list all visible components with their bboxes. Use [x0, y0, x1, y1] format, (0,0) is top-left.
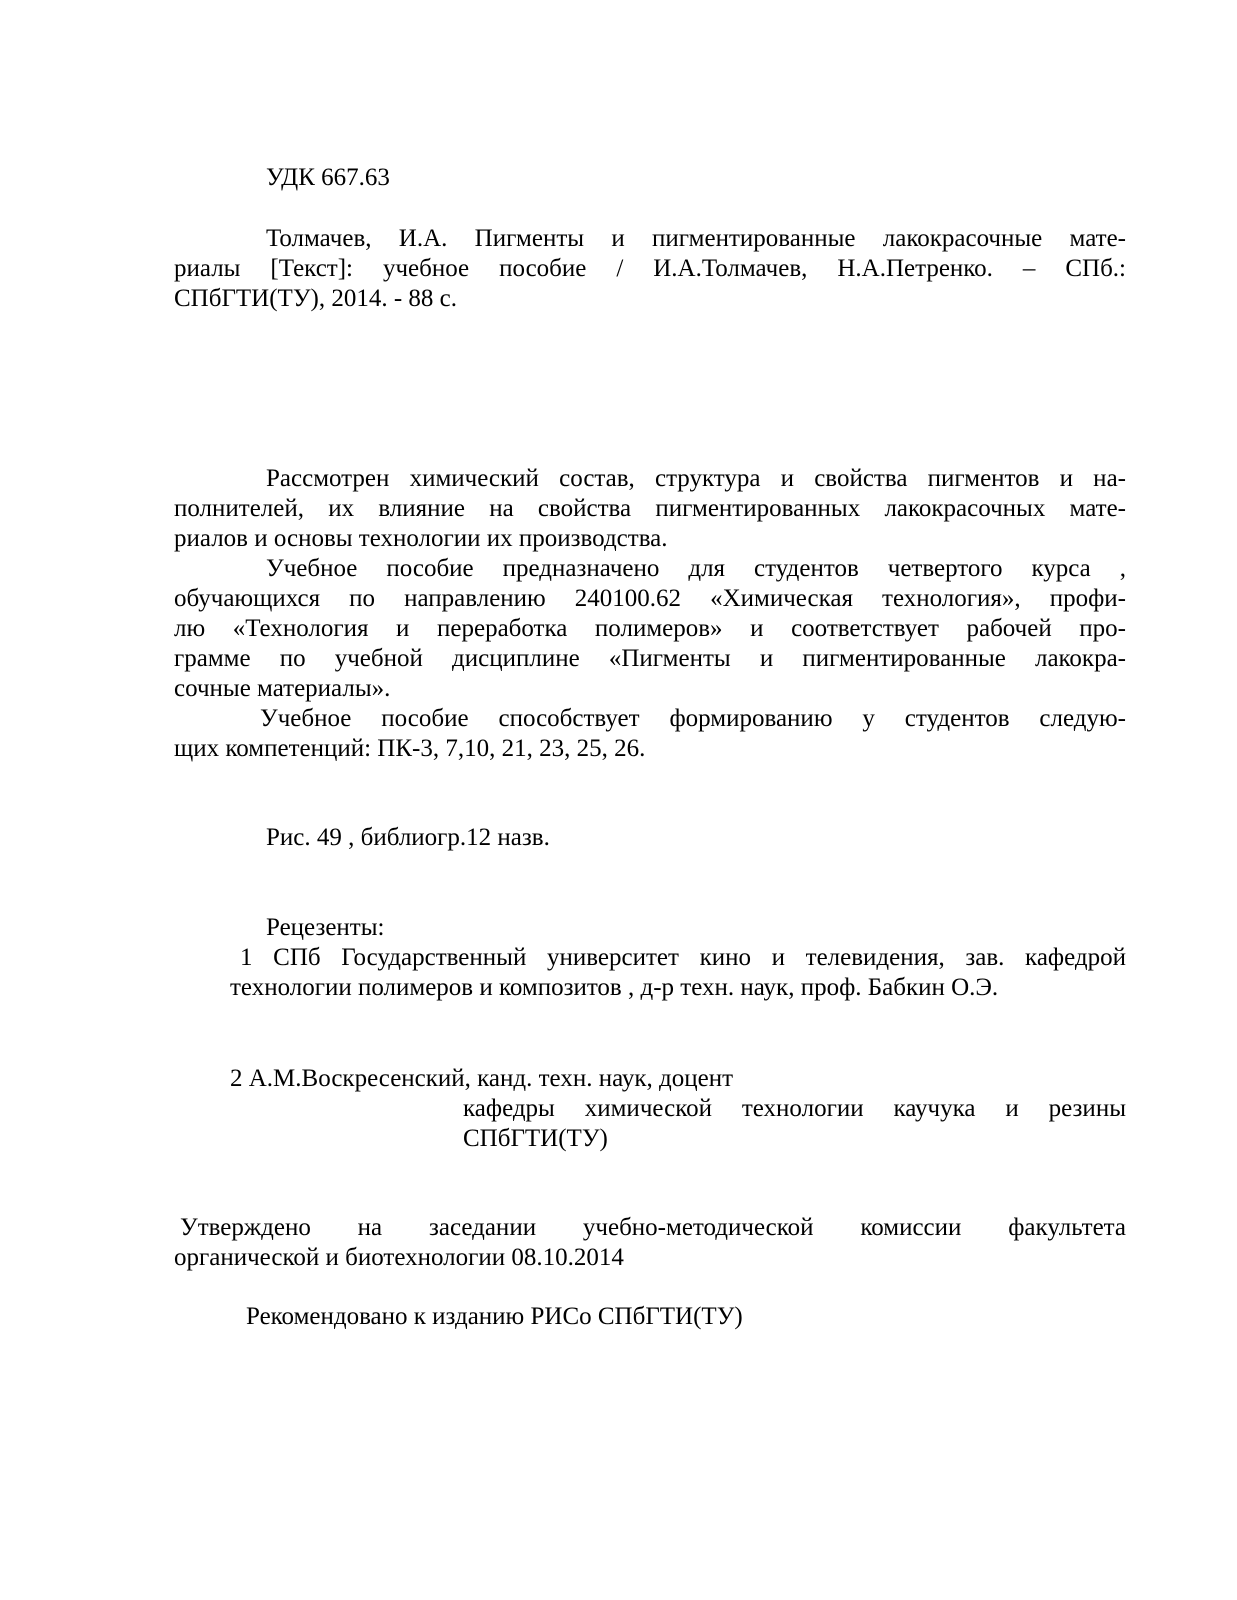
udc-code: УДК 667.63: [266, 164, 390, 191]
abstract-line: лю «Технология и переработка полимеров» и соответствует рабочей про-: [174, 615, 1126, 642]
abstract-line: щих компетенций: ПК-3, 7,10, 21, 23, 25, 26.: [174, 735, 646, 762]
abstract-paragraph-2: [174, 554, 1126, 704]
reviewer-1: [230, 943, 1126, 1003]
approval-line: органической и биотехнологии 08.10.2014: [174, 1244, 624, 1271]
abstract-paragraph-3: [174, 704, 1126, 764]
reviewer-2-name: 2 А.М.Воскресенский, канд. техн. наук, доцент: [230, 1065, 734, 1092]
citation-line: СПбГТИ(ТУ), 2014. - 88 с.: [174, 285, 458, 312]
citation-line: Толмачев, И.А. Пигменты и пигментированные лакокрасочные мате-: [266, 225, 1126, 252]
publication-recommendation: Рекомендовано к изданию РИСо СПбГТИ(ТУ): [246, 1303, 743, 1330]
abstract-line: Учебное пособие способствует формированию у студентов следую-: [260, 705, 1126, 732]
abstract-line: грамме по учебной дисциплине «Пигменты и пигментированные лакокра-: [174, 645, 1126, 672]
abstract-paragraph-1: [174, 464, 1126, 554]
figures-note: Рис. 49 , библиогр.12 назв.: [266, 824, 550, 851]
reviewer-line: 1 СПб Государственный университет кино и телевидения, зав. кафедрой: [240, 944, 1126, 971]
abstract-line: сочные материалы».: [174, 675, 391, 702]
reviewer-line: СПбГТИ(ТУ): [463, 1125, 608, 1152]
reviewer-line: кафедры химической технологии каучука и резины: [463, 1095, 1126, 1122]
abstract-line: полнителей, их влияние на свойства пигментированных лакокрасочных мате-: [174, 495, 1126, 522]
approval-line: Утверждено на заседании учебно-методической комиссии факультета: [180, 1214, 1126, 1241]
abstract-line: обучающихся по направлению 240100.62 «Химическая технология», профи-: [174, 585, 1126, 612]
reviewer-line: технологии полимеров и композитов , д-р техн. наук, проф. Бабкин О.Э.: [230, 974, 999, 1001]
approval-note: [174, 1213, 1126, 1273]
citation-line: риалы [Текст]: учебное пособие / И.А.Толмачев, Н.А.Петренко. – СПб.:: [174, 255, 1126, 282]
reviewers-heading: Рецезенты:: [266, 914, 385, 941]
reviewer-2-affiliation: [463, 1094, 1126, 1154]
bibliographic-citation: [174, 224, 1126, 314]
abstract-line: Учебное пособие предназначено для студентов четвертого курса ,: [266, 555, 1126, 582]
abstract-line: риалов и основы технологии их производства.: [174, 525, 668, 552]
abstract-line: Рассмотрен химический состав, структура и свойства пигментов и на-: [266, 465, 1126, 492]
